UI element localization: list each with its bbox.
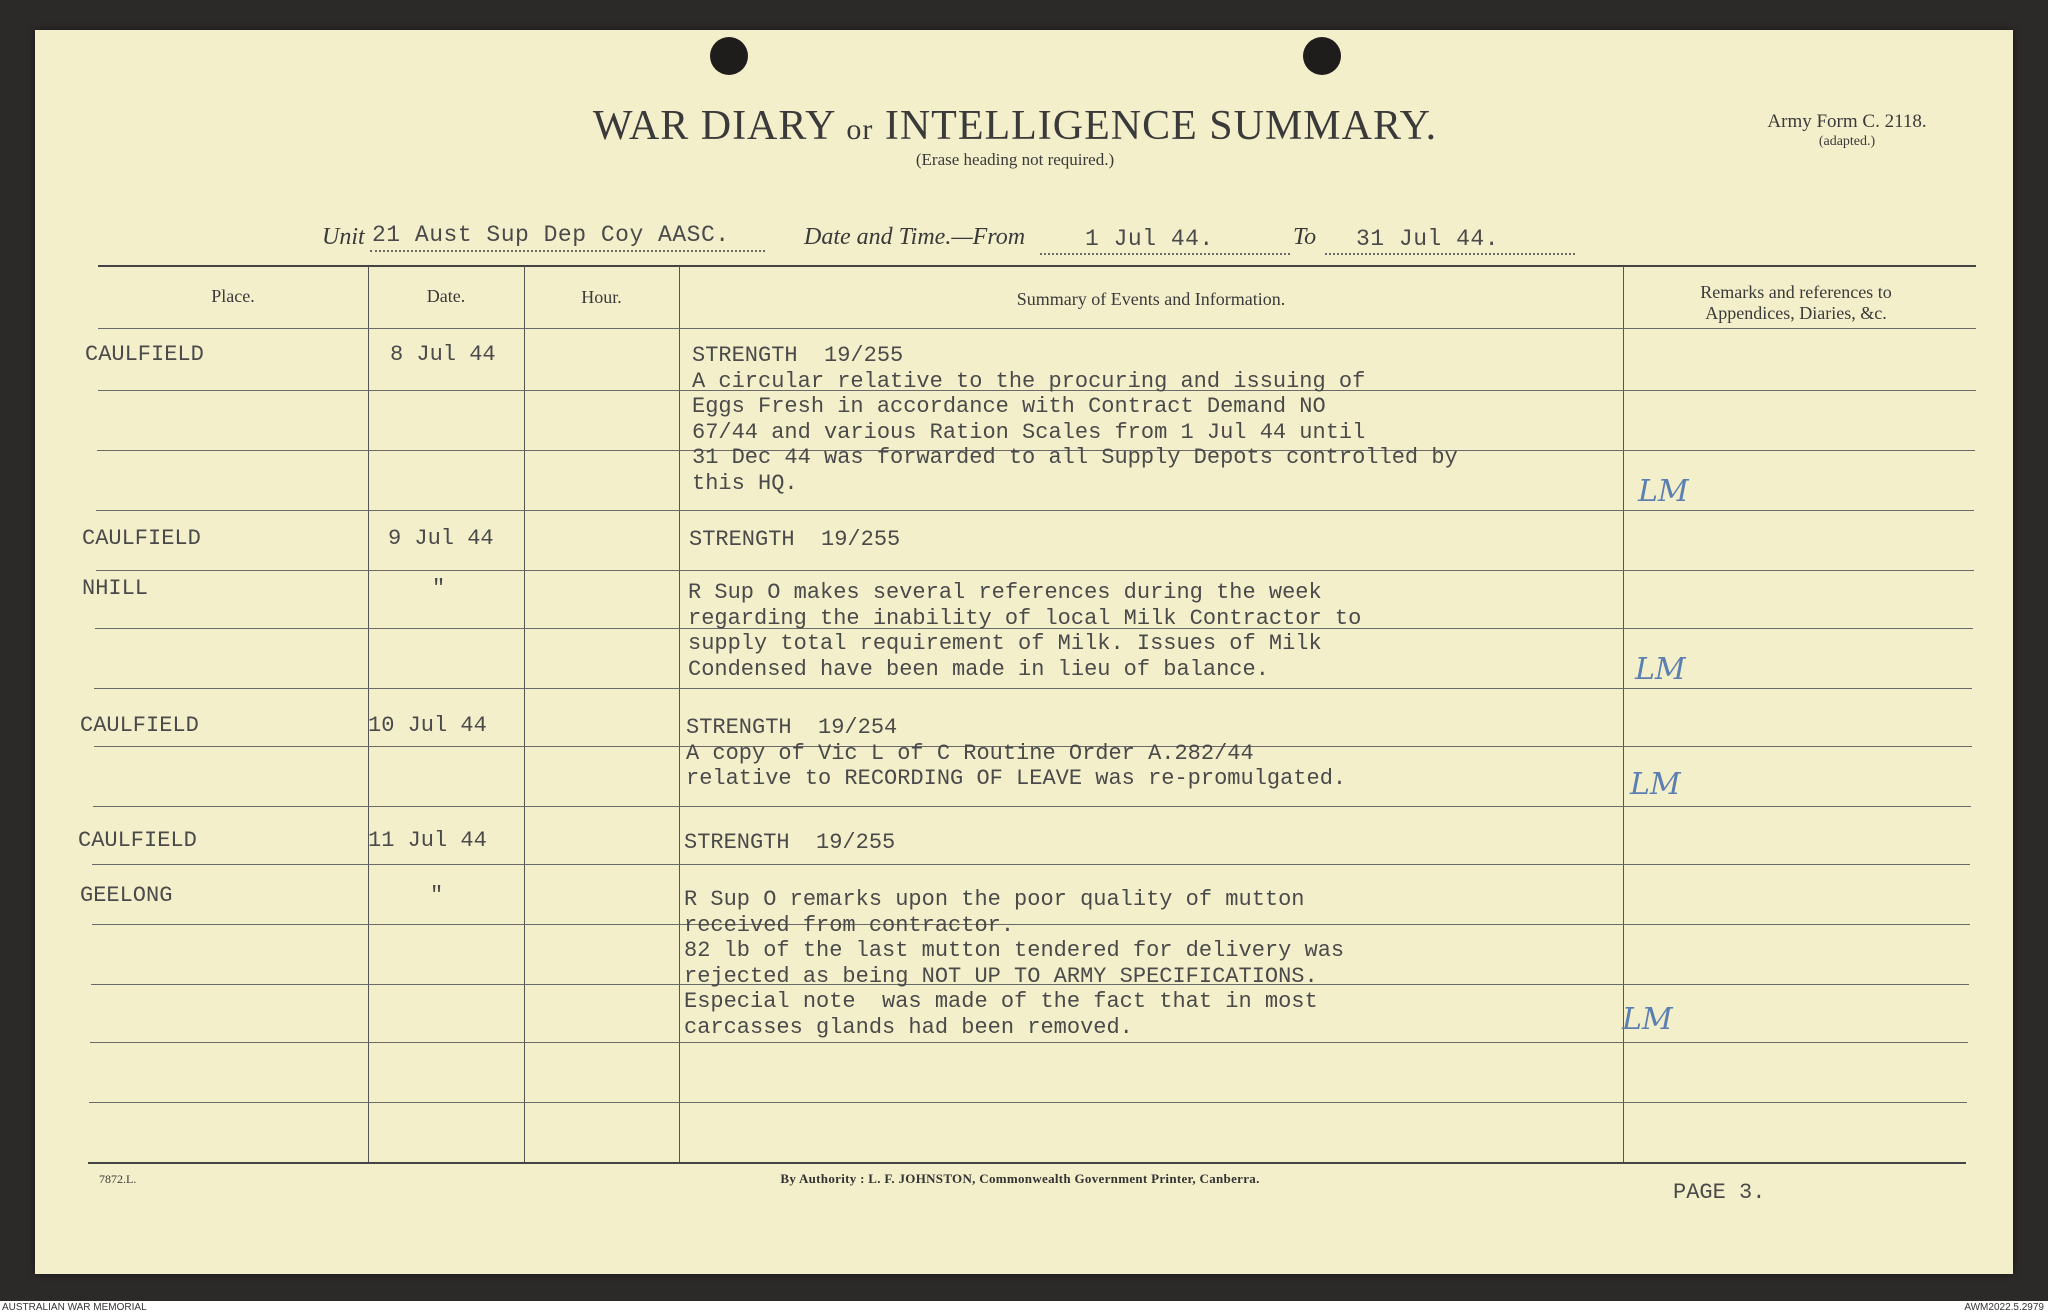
form-title bbox=[575, 102, 1455, 150]
column-head-summary: Summary of Events and Information. bbox=[1016, 289, 1286, 309]
date-to-dotted-line bbox=[1325, 253, 1575, 255]
place-cell: CAULFIELD bbox=[80, 713, 199, 738]
place-cell: CAULFIELD bbox=[82, 526, 201, 551]
remarks-head-line1: Remarks and references to bbox=[1700, 282, 1892, 302]
summary-cell: STRENGTH 19/255 bbox=[684, 830, 896, 855]
date-cell: 11 Jul 44 bbox=[368, 828, 487, 853]
column-head-date: Date. bbox=[426, 286, 466, 306]
place-cell: GEELONG bbox=[80, 883, 173, 908]
form-subtitle: (Erase heading not required.) bbox=[915, 150, 1115, 169]
summary-cell: STRENGTH 19/255 bbox=[689, 527, 901, 552]
date-cell: " bbox=[430, 883, 444, 908]
punch-hole bbox=[1303, 37, 1341, 75]
ruled-line bbox=[90, 1042, 1968, 1043]
archive-strip bbox=[0, 1301, 2048, 1315]
signature-initials: LM bbox=[1622, 1002, 1673, 1037]
signature-initials: LM bbox=[1638, 474, 1689, 509]
ruled-line bbox=[96, 570, 1974, 571]
date-to-label: To bbox=[1293, 224, 1317, 250]
punch-hole bbox=[710, 37, 748, 75]
signature-initials: LM bbox=[1635, 652, 1686, 687]
form-number: 7872.L. bbox=[99, 1172, 137, 1186]
ruled-line bbox=[89, 1102, 1967, 1103]
date-cell: 10 Jul 44 bbox=[368, 713, 487, 738]
unit-dotted-line bbox=[370, 250, 765, 252]
remarks-head-line2: Appendices, Diaries, &c. bbox=[1705, 303, 1887, 323]
army-form-note: (adapted.) bbox=[1818, 134, 1876, 149]
ruled-line bbox=[93, 806, 1971, 807]
unit-label: Unit bbox=[322, 224, 365, 250]
ruled-line bbox=[94, 688, 1972, 689]
date-cell: " bbox=[432, 576, 446, 601]
title-part2: INTELLIGENCE SUMMARY. bbox=[884, 103, 1438, 149]
date-from-value: 1 Jul 44. bbox=[1085, 226, 1214, 252]
date-cell: 9 Jul 44 bbox=[388, 526, 494, 551]
date-from-label: Date and Time.—From bbox=[804, 224, 1026, 250]
column-head-remarks bbox=[1623, 282, 1969, 324]
column-divider bbox=[524, 266, 525, 1162]
summary-cell: R Sup O remarks upon the poor quality of mutton received from contractor. 82 lb of the last mutton tendered for delivery was rejected as being NOT UP TO ARMY SPECIFICATIONS. Especial note was made of the fact that in most carcasses glands had been removed. bbox=[684, 887, 1345, 1040]
summary-cell: R Sup O makes several references during the week regarding the inability of local Milk Contractor to supply total requirement of Milk. Issues of Milk Condensed have been made in lieu of balance. bbox=[688, 580, 1362, 682]
archive-credit: AUSTRALIAN WAR MEMORIAL bbox=[2, 1302, 147, 1313]
ruled-line bbox=[96, 510, 1974, 511]
summary-cell: STRENGTH 19/254 A copy of Vic L of C Routine Order A.282/44 relative to RECORDING OF LEAVE was re-promulgated. bbox=[686, 715, 1347, 791]
date-to-value: 31 Jul 44. bbox=[1356, 226, 1500, 252]
archive-reference: AWM2022.5.2979 bbox=[1964, 1302, 2044, 1313]
unit-value: 21 Aust Sup Dep Coy AASC. bbox=[372, 222, 730, 248]
summary-cell: STRENGTH 19/255 A circular relative to the procuring and issuing of Eggs Fresh in accordance with Contract Demand NO 67/44 and various Ration Scales from 1 Jul 44 until 31 Dec 44 was forwarded to all Supply Depots controlled by this HQ. bbox=[692, 343, 1458, 496]
title-or: or bbox=[846, 113, 874, 146]
army-form-number bbox=[1747, 112, 1947, 152]
printer-authority: By Authority : L. F. JOHNSTON, Commonwealth Government Printer, Canberra. bbox=[780, 1171, 1260, 1186]
date-from-dotted-line bbox=[1040, 253, 1290, 255]
column-head-hour: Hour. bbox=[581, 287, 622, 307]
title-part1: WAR DIARY bbox=[592, 103, 835, 149]
date-cell: 8 Jul 44 bbox=[390, 342, 496, 367]
page-number: PAGE 3. bbox=[1673, 1180, 1766, 1205]
ruled-line bbox=[98, 328, 1976, 329]
place-cell: CAULFIELD bbox=[78, 828, 197, 853]
ruled-line bbox=[92, 864, 1970, 865]
column-divider bbox=[679, 266, 680, 1162]
place-cell: CAULFIELD bbox=[85, 342, 204, 367]
signature-initials: LM bbox=[1630, 767, 1681, 802]
place-cell: NHILL bbox=[82, 576, 149, 601]
table-bottom-border bbox=[88, 1162, 1966, 1164]
column-head-place: Place. bbox=[211, 286, 255, 306]
table-top-border bbox=[98, 265, 1976, 267]
army-form-label: Army Form C. 2118. bbox=[1767, 111, 1927, 132]
